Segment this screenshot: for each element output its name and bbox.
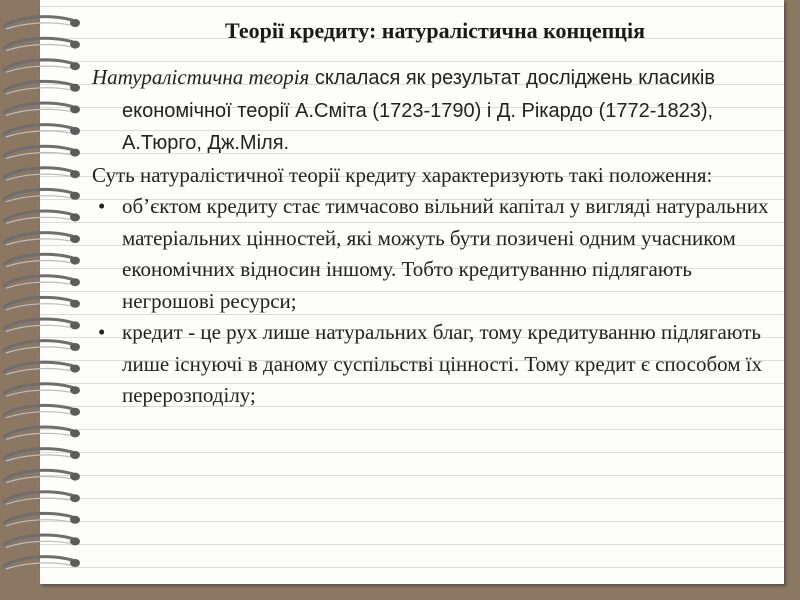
spiral-ring (4, 81, 80, 93)
bullet-item-1 (92, 191, 772, 317)
page-title: Теорії кредиту: натуралістична концепція (224, 18, 645, 43)
spiral-ring (4, 276, 80, 288)
spiral-ring (4, 189, 80, 201)
spiral-ring (4, 405, 80, 417)
content-body (92, 62, 772, 412)
spiral-ring (4, 60, 80, 72)
bullet-item-2 (92, 317, 772, 412)
bullet-text-2: кредит - це рух лише натуральних благ, тому кредитуванню підлягають лише існуючі в даному суспільстві цінності. Тому кредит є способом їх перерозподілу; (122, 320, 763, 407)
lead-sentence: Суть натуралістичної теорії кредиту характеризують такі положення: (92, 162, 713, 187)
intro-paragraph (92, 62, 772, 160)
spiral-ring (4, 449, 80, 461)
spiral-ring (4, 427, 80, 439)
spiral-ring (4, 557, 80, 569)
spiral-ring (4, 362, 80, 374)
bullet-text-1: об’єктом кредиту стає тимчасово вільний капітал у вигляді натуральних матеріальних цінностей, які можуть бути позичені одним учасником економічних відносин іншому. Тобто кредитуванню підлягають негрошові ресурси; (122, 194, 769, 313)
spiral-ring (4, 297, 80, 309)
spiral-ring (4, 492, 80, 504)
spiral-ring (4, 211, 80, 223)
spiral-ring (4, 470, 80, 482)
spiral-ring (4, 125, 80, 137)
spiral-ring (4, 103, 80, 115)
spiral-ring (4, 319, 80, 331)
spiral-ring (4, 341, 80, 353)
spiral-ring (4, 535, 80, 547)
intro-rest: склалася як результат досліджень класиків економічної теорії А.Сміта (1723-1790) і Д. Рікардо (1772-1823), А.Тюрго, Дж.Міля. (122, 67, 716, 154)
spiral-ring (4, 146, 80, 158)
bullet-marker: • (98, 320, 106, 344)
intro-italic-lead: Натуралістична теорія (92, 65, 310, 89)
spiral-ring (4, 384, 80, 396)
spiral-ring (4, 254, 80, 266)
spiral-ring (4, 233, 80, 245)
spiral-ring (4, 168, 80, 180)
bullet-marker: • (98, 194, 106, 218)
spiral-ring (4, 513, 80, 525)
